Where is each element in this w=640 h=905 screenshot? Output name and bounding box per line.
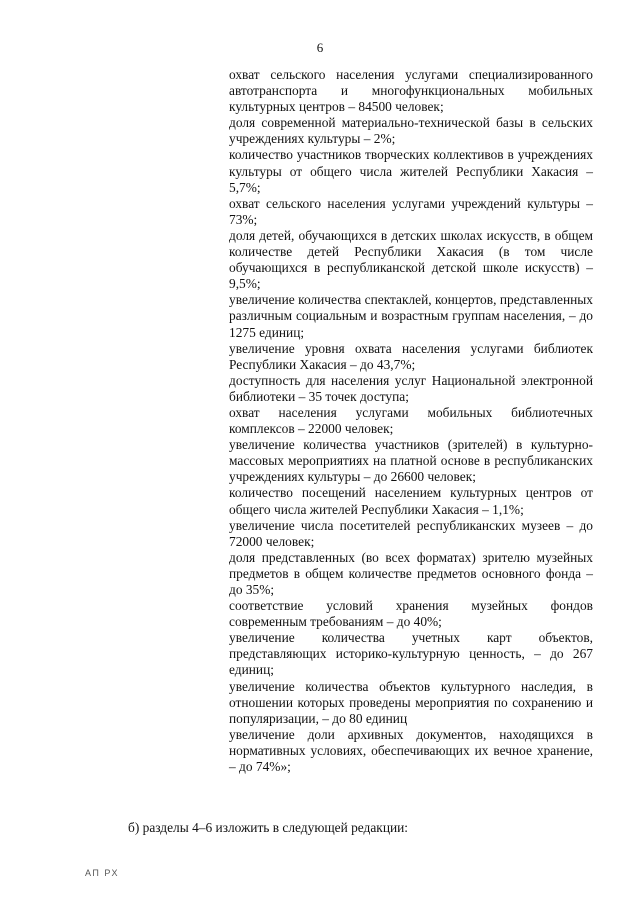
list-item: охват населения услугами мобильных библиотечных комплексов – 22000 человек;: [229, 404, 593, 437]
footer-mark: АП РХ: [85, 868, 119, 878]
indicator-list: [229, 67, 593, 775]
list-item: увеличение количества учетных карт объектов, представляющих историко-культурную ценность, – до 267 единиц;: [229, 630, 593, 678]
list-item: увеличение количества спектаклей, концертов, представленных различным социальным и возрастным группам населения, – до 1275 единиц;: [229, 292, 593, 340]
list-item: количество участников творческих коллективов в учреждениях культуры от общего числа жителей Республики Хакасия – 5,7%;: [229, 147, 593, 195]
list-item: охват сельского населения услугами специализированного автотранспорта и многофункциональных мобильных культурных центров – 84500 человек;: [229, 67, 593, 115]
list-item: доля представленных (во всех форматах) зрителю музейных предметов в общем количестве предметов основного фонда – до 35%;: [229, 549, 593, 597]
list-item: охват сельского населения услугами учреждений культуры – 73%;: [229, 195, 593, 227]
list-item: увеличение числа посетителей республиканских музеев – до 72000 человек;: [229, 517, 593, 549]
page-number: 6: [316, 40, 324, 55]
list-item: доля детей, обучающихся в детских школах искусств, в общем количестве детей Республики Хакасия (в том числе обучающихся в республиканской детской школе искусств) – 9,5%;: [229, 227, 593, 292]
list-item: увеличение количества участников (зрителей) в культурно-массовых мероприятиях на платной основе в республиканских учреждениях культуры – до 26600 человек;: [229, 437, 593, 485]
list-item: количество посещений населением культурных центров от общего числа жителей Республики Хакасия – 1,1%;: [229, 485, 593, 517]
list-item: увеличение уровня охвата населения услугами библиотек Республики Хакасия – до 43,7%;: [229, 340, 593, 372]
list-item: увеличение доли архивных документов, находящихся в нормативных условиях, обеспечивающих их вечное хранение, – до 74%»;: [229, 726, 593, 775]
list-item: соответствие условий хранения музейных фондов современным требованиям – до 40%;: [229, 598, 593, 630]
list-item: увеличение количества объектов культурного наследия, в отношении которых проведены мероприятия по сохранению и популяризации, – до 80 единиц: [229, 678, 593, 726]
list-item: доступность для населения услуг Национальной электронной библиотеки – 35 точек доступа;: [229, 372, 593, 404]
closing-paragraph: б) разделы 4–6 изложить в следующей редакции:: [128, 820, 409, 836]
list-item: доля современной материально-технической базы в сельских учреждениях культуры – 2%;: [229, 115, 593, 147]
